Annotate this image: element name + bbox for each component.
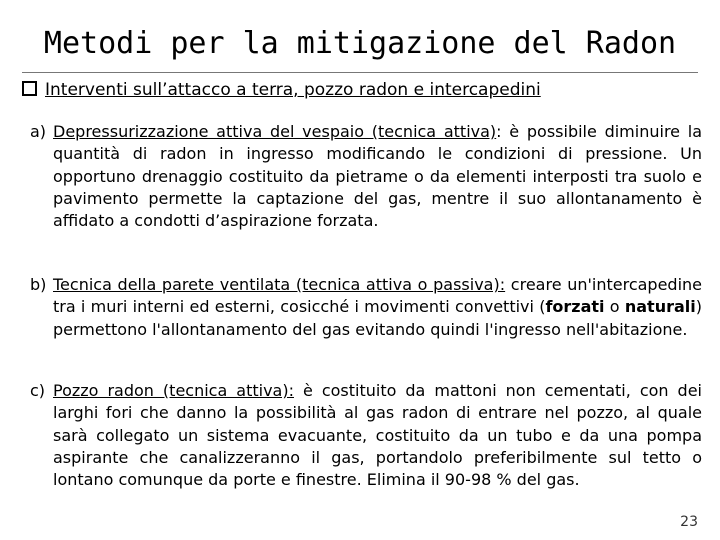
section-heading — [22, 80, 712, 100]
title-divider — [22, 72, 698, 73]
checkbox-bullet-icon — [22, 81, 37, 96]
item-heading-suffix: : — [496, 122, 502, 141]
item-body — [53, 121, 702, 232]
item-bold-naturali: naturali — [624, 297, 696, 317]
item-text: o — [604, 297, 625, 317]
item-heading: Pozzo radon (tecnica attiva): — [53, 381, 294, 400]
page-title: Metodi per la mitigazione del Radon — [43, 26, 677, 61]
item-heading: Depressurizzazione attiva del vespaio (tecnica attiva) — [53, 122, 497, 141]
list-item-b — [30, 274, 702, 341]
section-heading-text: Interventi sull’attacco a terra, pozzo radon e intercapedini — [45, 80, 541, 100]
item-text: creare un'intercapedine tra i muri interni ed esterni, cosicché i movimenti convettivi ( — [53, 275, 703, 317]
item-bold-forzati: forzati — [545, 297, 605, 317]
item-marker: b) — [30, 275, 47, 294]
item-text: ) permettono l'allontanamento del gas evitando quindi l'ingresso nell'abitazione. — [53, 297, 702, 339]
item-text: è costituito da mattoni non cementati, con dei larghi fori che danno la possibilità al gas radon di entrare nel pozzo, al quale sarà collegato un sistema evacuante, costituito da un tubo e da una pompa aspirante che canalizzeranno il gas, portandolo preferibilmente sul tetto o lontano comunque da porte e finestre. Elimina il 90-98 % del gas. — [53, 381, 703, 490]
list-item-a — [30, 121, 702, 232]
item-heading: Tecnica della parete ventilata (tecnica attiva o passiva): — [53, 275, 506, 294]
item-text: è possibile diminuire la quantità di radon in ingresso modificando le condizioni di pressione. Un opportuno drenaggio costituito da pietrame o da elementi interposti tra suolo e pavimento permette la captazione del gas, mentre il suo allontanamento è affidato a condotti d’aspirazione forzata. — [53, 122, 703, 231]
item-marker: a) — [30, 122, 47, 141]
item-body — [53, 380, 702, 491]
page-number: 23 — [680, 514, 698, 530]
item-body — [53, 274, 702, 341]
list-item-c — [30, 380, 702, 491]
item-marker: c) — [30, 381, 46, 400]
